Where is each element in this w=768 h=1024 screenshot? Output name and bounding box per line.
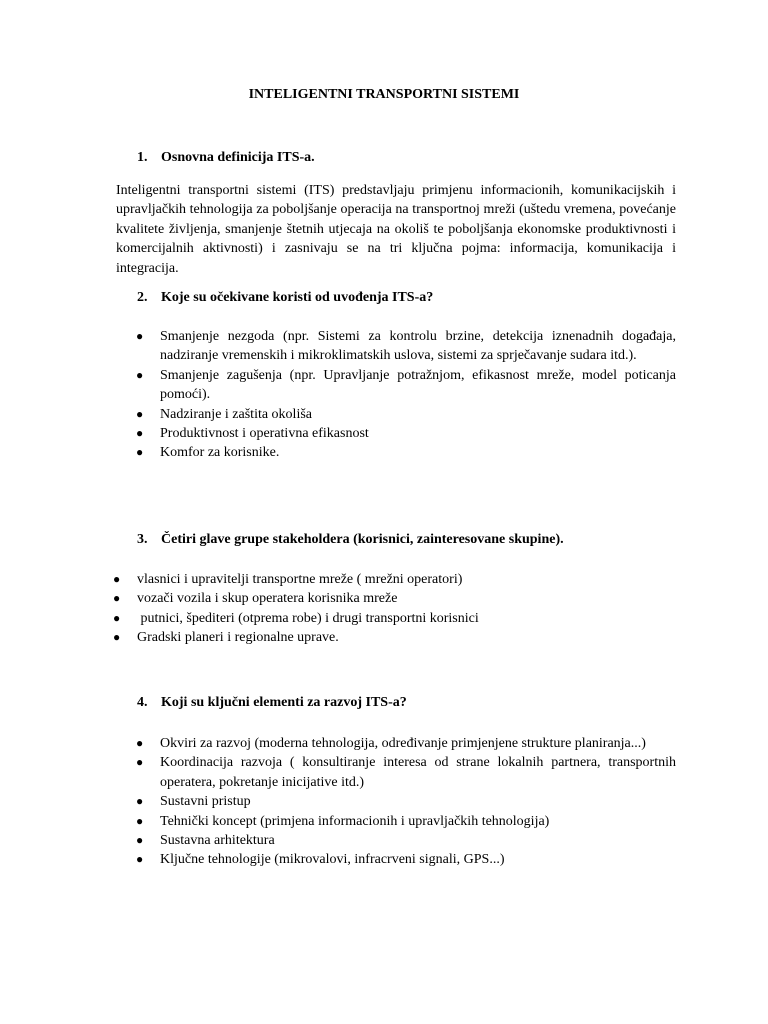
list-item-text: Sustavna arhitektura [160,833,275,849]
list-item [136,405,676,424]
list-item [136,753,676,792]
section-1-heading-text: Osnovna definicija ITS-a. [161,150,315,165]
list-item-text: Okviri za razvoj (moderna tehnologija, određivanje primjenjene strukture planiranja...) [160,736,646,751]
list-item-text: Produktivnost i operativna efikasnost [160,426,369,442]
list-item [136,792,676,811]
bullet-icon: ● [136,755,144,770]
section-3-heading-text: Četiri glave grupe stakeholdera (korisnici, zainteresovane skupine). [161,532,564,547]
bullet-icon: ● [113,572,121,586]
bullet-icon: ● [136,736,144,750]
list-item-text: vozači vozila i skup operatera korisnika mreže [137,591,398,607]
section-2-heading [137,289,433,307]
section-1-paragraph: Inteligentni transportni sistemi (ITS) predstavljaju primjenu informacionih, komunikacijskih i upravljačkih tehnologija za poboljšanje operacija na transportnoj mreži (uštedu vremena, povećanje kvalitete življenja, smanjenje štetnih utjecaja na okoliš te poboljšanja ekonomske produktivnosti i komercijalnih aktivnosti) i zasnivaju se na tri ključna pojma: informacija, komunikacija i integracija. [116,183,676,276]
list-item [136,366,676,405]
list-item [113,589,677,608]
section-2-number: 2. [137,290,148,305]
list-item-text: Smanjenje nezgoda (npr. Sistemi za kontrolu brzine, detekcija iznenadnih događaja, nadziranje vremenskih i mikroklimatskih uslova, sistemi za sprječavanje sudara itd.). [160,329,676,364]
list-item [113,628,677,647]
bullet-icon: ● [136,406,144,421]
section-4-number: 4. [137,695,148,710]
bullet-icon: ● [136,426,144,441]
section-3-number: 3. [137,532,148,547]
bullet-icon: ● [113,630,121,645]
list-item-text: Sustavni pristup [160,794,251,810]
bullet-icon: ● [136,852,144,867]
list-item [136,812,676,831]
bullet-icon: ● [136,445,144,460]
section-3-heading [137,531,564,549]
list-item-text: Gradski planeri i regionalne uprave. [137,630,339,646]
list-item-text: Nadziranje i zaštita okoliša [160,406,312,422]
bullet-icon: ● [136,794,144,809]
bullet-icon: ● [136,367,144,382]
section-1-heading [137,149,315,167]
bullet-icon: ● [113,610,121,625]
list-item-text: Tehnički koncept (primjena informacionih i upravljačkih tehnologija) [160,813,550,829]
list-item [113,609,677,628]
section-4-heading [137,694,407,712]
bullet-icon: ● [113,591,121,606]
section-4-list [136,734,676,870]
document-title: INTELIGENTNI TRANSPORTNI SISTEMI [248,87,520,102]
list-item [136,734,676,753]
section-4-heading-text: Koji su ključni elementi za razvoj ITS-a? [161,695,407,710]
list-item [136,327,676,366]
list-item-text: putnici, špediteri (otprema robe) i drugi transportni korisnici [137,610,479,626]
list-item [136,424,676,443]
list-item-text: Smanjenje zagušenja (npr. Upravljanje potražnjom, efikasnost mreže, model poticanja pomoći). [160,367,676,403]
list-item-text: Komfor za korisnike. [160,445,280,461]
section-3-list [113,570,677,648]
bullet-icon: ● [136,329,144,343]
list-item-text: Koordinacija razvoja ( konsultiranje interesa od strane lokalnih partnera, transportnih operatera, pokretanje inicijative itd.) [160,755,676,790]
section-1-number: 1. [137,150,148,165]
list-item-text: Ključne tehnologije (mikrovalovi, infracrveni signali, GPS...) [160,852,505,868]
section-2-heading-text: Koje su očekivane koristi od uvođenja ITS-a? [161,290,434,305]
bullet-icon: ● [136,833,144,848]
bullet-icon: ● [136,813,144,828]
list-item [136,443,676,462]
list-item [136,831,676,850]
list-item [113,570,677,589]
list-item-text: vlasnici i upravitelji transportne mreže ( mrežni operatori) [137,572,463,587]
section-2-list [136,327,676,463]
list-item [136,850,676,869]
